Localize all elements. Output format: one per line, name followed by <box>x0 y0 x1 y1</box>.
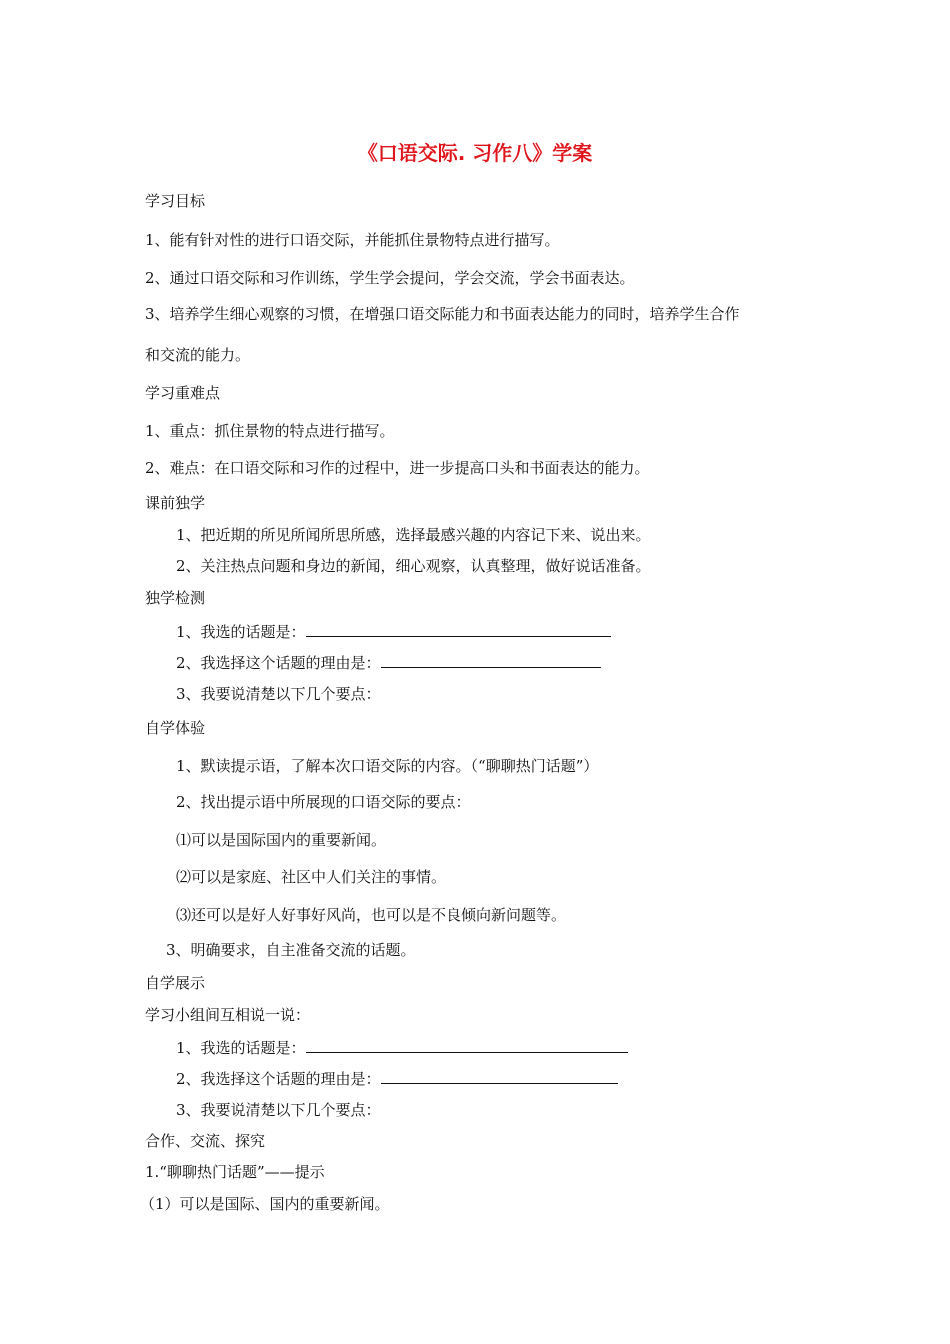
goal-item-3: 3、培养学生细心观察的习惯，在增强口语交际能力和书面表达能力的同时，培养学生合作 <box>145 305 740 323</box>
experience-item-2: 2、找出提示语中所展现的口语交际的要点： <box>176 793 471 811</box>
cooperation-item-1: 1.“聊聊热门话题”——提示 <box>145 1163 325 1181</box>
heading-self-experience: 自学体验 <box>145 719 206 737</box>
experience-point-1: ⑴可以是国际国内的重要新闻。 <box>176 831 387 849</box>
key-point-1: 1、重点：抓住景物的特点进行描写。 <box>145 422 395 440</box>
display-item-2-label: 2、我选择这个话题的理由是： <box>176 1070 381 1088</box>
self-check-item-3: 3、我要说清楚以下几个要点： <box>176 685 381 703</box>
display-item-3: 3、我要说清楚以下几个要点： <box>176 1101 381 1119</box>
heading-learning-goals: 学习目标 <box>145 192 206 210</box>
display-item-2 <box>176 1068 618 1089</box>
heading-pre-study: 课前独学 <box>145 494 206 512</box>
heading-self-check: 独学检测 <box>145 589 206 607</box>
answer-blank[interactable] <box>381 1068 618 1084</box>
heading-cooperation: 合作、交流、探究 <box>145 1132 266 1150</box>
heading-self-display: 自学展示 <box>145 974 206 992</box>
goal-item-3-cont: 和交流的能力。 <box>145 346 251 364</box>
display-item-1-label: 1、我选的话题是： <box>176 1039 306 1057</box>
answer-blank[interactable] <box>306 1037 628 1053</box>
experience-point-3: ⑶还可以是好人好事好风尚，也可以是不良倾向新问题等。 <box>176 906 567 924</box>
key-point-2: 2、难点：在口语交际和习作的过程中，进一步提高口头和书面表达的能力。 <box>145 459 650 477</box>
answer-blank[interactable] <box>306 621 611 637</box>
experience-point-2: ⑵可以是家庭、社区中人们关注的事情。 <box>176 868 447 886</box>
heading-key-points: 学习重难点 <box>145 384 221 402</box>
pre-study-item-2: 2、关注热点问题和身边的新闻，细心观察，认真整理，做好说话准备。 <box>176 557 651 575</box>
pre-study-item-1: 1、把近期的所见所闻所思所感，选择最感兴趣的内容记下来、说出来。 <box>176 526 651 544</box>
experience-item-1: 1、默读提示语，了解本次口语交际的内容。（“聊聊热门话题”） <box>176 757 599 775</box>
goal-item-1: 1、能有针对性的进行口语交际，并能抓住景物特点进行描写。 <box>145 231 560 249</box>
display-intro: 学习小组间互相说一说： <box>145 1006 311 1024</box>
self-check-item-1 <box>176 621 611 642</box>
goal-item-2: 2、通过口语交际和习作训练，学生学会提问，学会交流，学会书面表达。 <box>145 269 635 287</box>
cooperation-item-2: （1）可以是国际、国内的重要新闻。 <box>140 1195 390 1213</box>
display-item-1 <box>176 1037 628 1058</box>
experience-item-3: 3、明确要求，自主准备交流的话题。 <box>166 941 416 959</box>
answer-blank[interactable] <box>381 652 601 668</box>
page-title: 《口语交际. 习作八》学案 <box>357 141 593 165</box>
self-check-item-2-label: 2、我选择这个话题的理由是： <box>176 654 381 672</box>
self-check-item-1-label: 1、我选的话题是： <box>176 623 306 641</box>
self-check-item-2 <box>176 652 601 673</box>
